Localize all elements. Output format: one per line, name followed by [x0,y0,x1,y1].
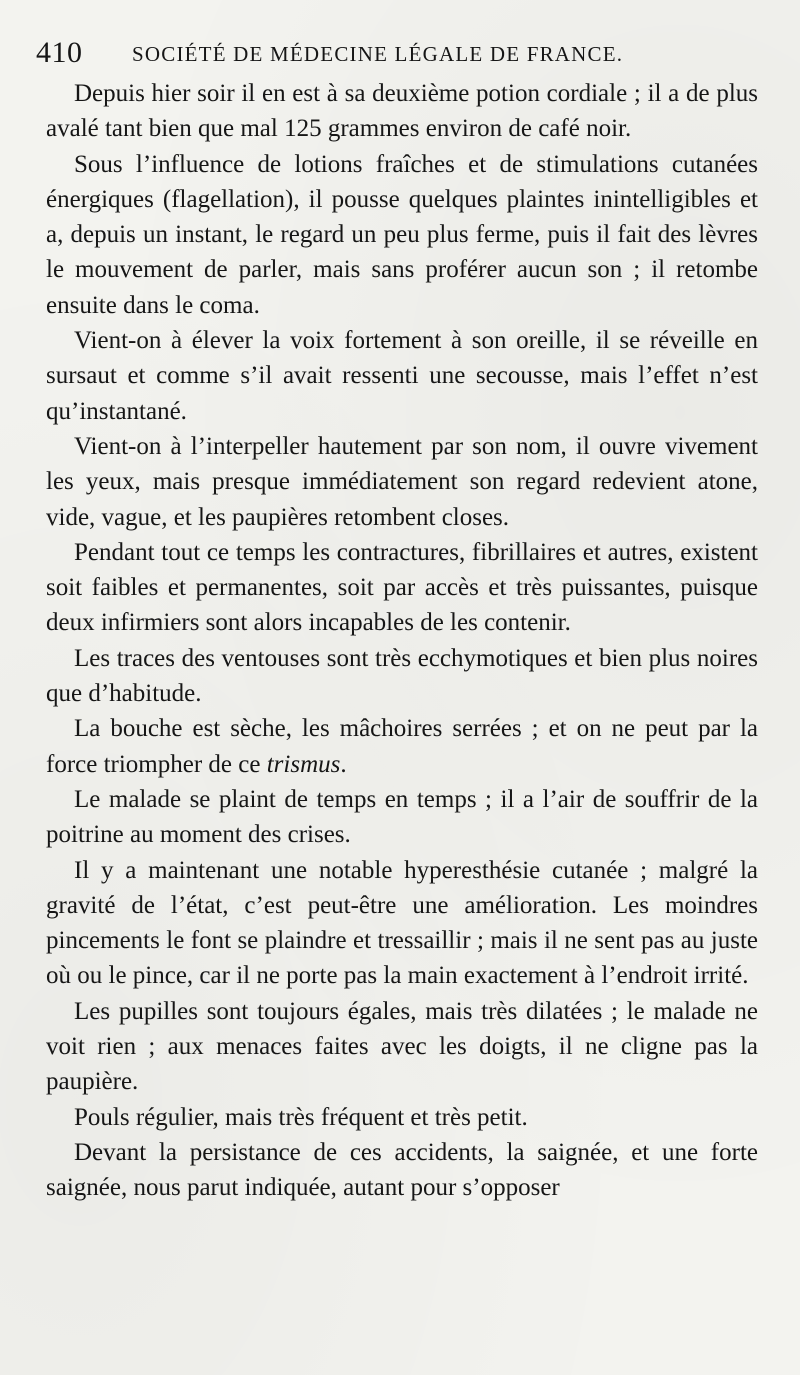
trismus-emphasis: trismus [266,750,341,778]
paragraph-7-text: La bouche est sèche, les mâchoires serrées ; et on ne peut par la force triompher de ce [46,715,758,778]
page-header [36,36,764,70]
paragraph-1: Depuis hier soir il en est à sa deuxième potion cordiale ; il a de plus avalé tant bien que mal 125 grammes environ de café noir. [46,80,758,143]
page-number: 410 [36,36,83,69]
paragraph-8: Le malade se plaint de temps en temps ; il a l’air de souffrir de la poitrine au moment des crises. [46,785,758,849]
paragraph-11: Pouls régulier, mais très fréquent et très petit. [74,1103,528,1131]
paragraph-7-end: . [340,750,347,778]
paragraph-10: Les pupilles sont toujours égales, mais très dilatées ; le malade ne voit rien ; aux menaces faites avec les doigts, il ne cligne pas la paupière. [46,997,758,1096]
paragraph-3: Vient-on à élever la voix fortement à son oreille, il se réveille en sursaut et comme s’il avait ressenti une secousse, mais l’effet n’est qu’instantané. [46,327,758,425]
paragraph-12: Devant la persistance de ces accidents, la saignée, et une forte saignée, nous parut indiquée, autant pour s’opposer [46,1138,758,1202]
paragraph-4: Vient-on à l’interpeller hautement par son nom, il ouvre vivement les yeux, mais presque immédiatement son regard redevient atone, vide, vague, et les paupières retombent closes. [46,432,758,531]
paragraph-6: Les traces des ventouses sont très ecchymotiques et bien plus noires que d’habitude. [46,644,758,708]
body-text [46,76,758,1206]
running-head: SOCIÉTÉ DE MÉDECINE LÉGALE DE FRANCE. [132,42,624,66]
paragraph-2: Sous l’influence de lotions fraîches et de stimulations cutanées énergiques (flagellation), il pousse quelques plaintes inintelligibles et a, depuis un instant, le regard un peu plus ferme, puis il fait des lèvres le mouvement de parler, mais sans proférer aucun son ; il retombe ensuite dans le coma. [46,150,758,319]
paragraph-9: Il y a maintenant une notable hyperesthésie cutanée ; malgré la gravité de l’état, c’est peut-être une amélioration. Les moindres pincements le font se plaindre et tressaillir ; mais il ne sent pas au juste où ou le pince, car il ne porte pas la main exactement à l’endroit irrité. [46,856,758,990]
paragraph-7 [46,711,758,782]
paragraph-5: Pendant tout ce temps les contractures, fibrillaires et autres, existent soit faibles et permanentes, soit par accès et très puissantes, puisque deux infirmiers sont alors incapables de les contenir. [46,538,758,637]
